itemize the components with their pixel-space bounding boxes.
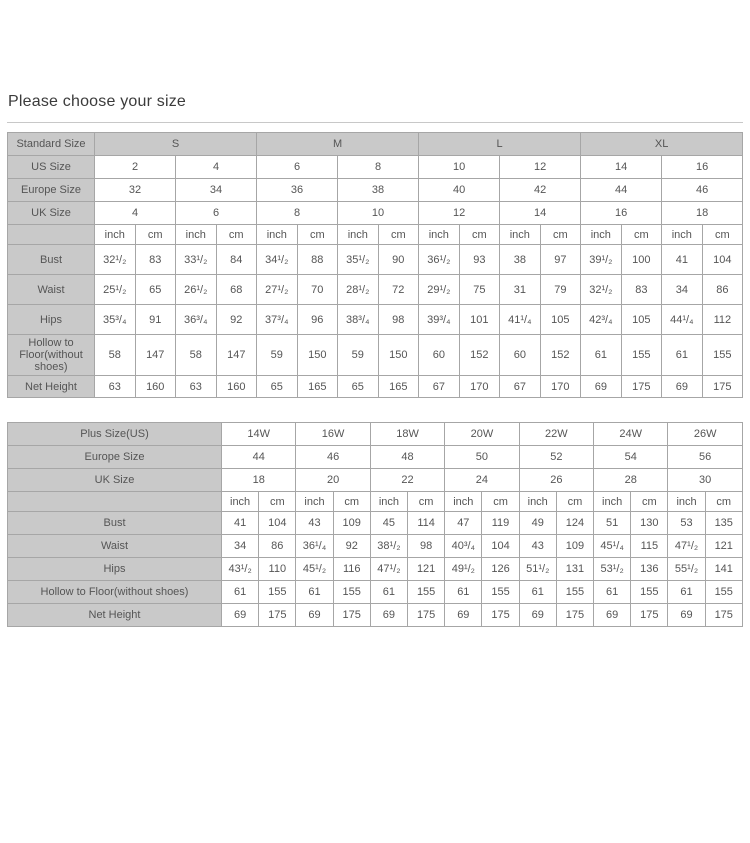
data-cell: 34 (662, 275, 703, 305)
data-cell: 61 (668, 581, 705, 604)
data-cell: 28 (594, 469, 668, 492)
data-cell: 25¹/₂ (95, 275, 136, 305)
data-cell: 6 (176, 202, 257, 225)
data-cell: 96 (297, 305, 338, 335)
row-label-cell: Hips (8, 305, 95, 335)
data-cell: 69 (581, 376, 622, 398)
data-cell: 126 (482, 558, 519, 581)
data-cell: 155 (705, 581, 742, 604)
data-cell: 38³/₄ (338, 305, 379, 335)
data-cell: cm (621, 225, 662, 245)
data-cell: 16 (581, 202, 662, 225)
data-cell: 121 (408, 558, 445, 581)
data-cell: 63 (176, 376, 217, 398)
data-cell: 109 (556, 535, 593, 558)
data-cell: 34 (176, 179, 257, 202)
data-cell: 38¹/₂ (370, 535, 407, 558)
data-cell: 61 (662, 335, 703, 376)
data-cell: cm (378, 225, 419, 245)
page-title: Please choose your size (8, 93, 187, 110)
data-cell: 170 (540, 376, 581, 398)
data-cell: 175 (702, 376, 743, 398)
row-label-cell (8, 225, 95, 245)
data-cell: 40³/₄ (445, 535, 482, 558)
size-chart-page (0, 93, 750, 627)
data-cell: 56 (668, 446, 742, 469)
data-cell: 42³/₄ (581, 305, 622, 335)
data-cell: 147 (216, 335, 257, 376)
data-cell: inch (95, 225, 136, 245)
data-cell: 26 (519, 469, 593, 492)
data-cell: 101 (459, 305, 500, 335)
data-cell: 150 (378, 335, 419, 376)
data-cell: 155 (408, 581, 445, 604)
data-cell: 65 (135, 275, 176, 305)
data-cell: 121 (705, 535, 742, 558)
data-cell: 41¹/₄ (500, 305, 541, 335)
data-cell: 67 (419, 376, 460, 398)
data-cell: 63 (95, 376, 136, 398)
data-cell: 49¹/₂ (445, 558, 482, 581)
data-cell: 86 (259, 535, 296, 558)
data-cell: 90 (378, 245, 419, 275)
data-cell: 45¹/₂ (296, 558, 333, 581)
data-cell: 92 (216, 305, 257, 335)
data-cell: 10 (338, 202, 419, 225)
data-cell: 33¹/₂ (176, 245, 217, 275)
data-cell: 14 (500, 202, 581, 225)
data-cell: cm (333, 492, 370, 512)
data-cell: 105 (540, 305, 581, 335)
divider (7, 122, 743, 123)
data-cell: cm (408, 492, 445, 512)
data-cell: cm (459, 225, 500, 245)
data-cell: 88 (297, 245, 338, 275)
row-label-cell: Net Height (8, 376, 95, 398)
data-cell: 44 (581, 179, 662, 202)
data-cell: 75 (459, 275, 500, 305)
data-cell: 12 (419, 202, 500, 225)
row-label-cell: Waist (8, 535, 222, 558)
data-cell: inch (581, 225, 622, 245)
plus-size-table (7, 422, 743, 627)
data-cell: 49 (519, 512, 556, 535)
data-cell: 110 (259, 558, 296, 581)
data-cell: 100 (621, 245, 662, 275)
data-cell: 16W (296, 423, 370, 446)
data-cell: 44¹/₄ (662, 305, 703, 335)
data-cell: cm (216, 225, 257, 245)
column-header-cell: S (95, 133, 257, 156)
data-cell: 48 (370, 446, 444, 469)
data-cell: 69 (222, 604, 259, 627)
column-header-cell: XL (581, 133, 743, 156)
data-cell: 155 (702, 335, 743, 376)
data-cell: inch (445, 492, 482, 512)
row-label-cell: Hollow to Floor(without shoes) (8, 335, 95, 376)
data-cell: 150 (297, 335, 338, 376)
data-cell: 65 (257, 376, 298, 398)
data-cell: 47 (445, 512, 482, 535)
data-cell: cm (482, 492, 519, 512)
data-cell: 61 (296, 581, 333, 604)
row-label-cell: Hollow to Floor(without shoes) (8, 581, 222, 604)
data-cell: 60 (419, 335, 460, 376)
data-cell: 175 (705, 604, 742, 627)
row-label-cell: Waist (8, 275, 95, 305)
data-cell: 22W (519, 423, 593, 446)
data-cell: inch (296, 492, 333, 512)
data-cell: 61 (370, 581, 407, 604)
row-label-cell: Bust (8, 245, 95, 275)
data-cell: 70 (297, 275, 338, 305)
data-cell: 53¹/₂ (594, 558, 631, 581)
data-cell: 175 (621, 376, 662, 398)
data-cell: 83 (621, 275, 662, 305)
data-cell: 175 (556, 604, 593, 627)
data-cell: 6 (257, 156, 338, 179)
data-cell: 18W (370, 423, 444, 446)
data-cell: 84 (216, 245, 257, 275)
data-cell: 119 (482, 512, 519, 535)
data-cell: cm (135, 225, 176, 245)
data-cell: 26W (668, 423, 742, 446)
data-cell: 69 (445, 604, 482, 627)
data-cell: 69 (296, 604, 333, 627)
data-cell: 69 (370, 604, 407, 627)
data-cell: 54 (594, 446, 668, 469)
data-cell: 43¹/₂ (222, 558, 259, 581)
data-cell: inch (370, 492, 407, 512)
data-cell: 175 (482, 604, 519, 627)
data-cell: inch (176, 225, 217, 245)
data-cell: 130 (631, 512, 668, 535)
data-cell: 38 (338, 179, 419, 202)
data-cell: 165 (297, 376, 338, 398)
data-cell: 34 (222, 535, 259, 558)
standard-size-table (7, 132, 743, 398)
data-cell: 36³/₄ (176, 305, 217, 335)
data-cell: cm (540, 225, 581, 245)
data-cell: 26¹/₂ (176, 275, 217, 305)
data-cell: 59 (257, 335, 298, 376)
row-label-cell: UK Size (8, 469, 222, 492)
data-cell: 44 (222, 446, 296, 469)
row-label-cell: Hips (8, 558, 222, 581)
data-cell: 109 (333, 512, 370, 535)
data-cell: 79 (540, 275, 581, 305)
data-cell: 155 (556, 581, 593, 604)
data-cell: 14W (222, 423, 296, 446)
data-cell: cm (702, 225, 743, 245)
data-cell: 46 (296, 446, 370, 469)
data-cell: 27¹/₂ (257, 275, 298, 305)
data-cell: 67 (500, 376, 541, 398)
data-cell: cm (631, 492, 668, 512)
data-cell: 24W (594, 423, 668, 446)
row-label-cell: Europe Size (8, 446, 222, 469)
data-cell: 51¹/₂ (519, 558, 556, 581)
data-cell: 86 (702, 275, 743, 305)
data-cell: 175 (333, 604, 370, 627)
data-cell: 32 (95, 179, 176, 202)
data-cell: 58 (176, 335, 217, 376)
column-header-cell: M (257, 133, 419, 156)
data-cell: 98 (378, 305, 419, 335)
data-cell: 39³/₄ (419, 305, 460, 335)
data-cell: 114 (408, 512, 445, 535)
data-cell: 24 (445, 469, 519, 492)
data-cell: 36 (257, 179, 338, 202)
data-cell: 61 (594, 581, 631, 604)
data-cell: cm (259, 492, 296, 512)
row-label-cell: UK Size (8, 202, 95, 225)
data-cell: 92 (333, 535, 370, 558)
data-cell: 4 (176, 156, 257, 179)
data-cell: 32¹/₂ (581, 275, 622, 305)
row-label-cell: US Size (8, 156, 95, 179)
data-cell: 43 (519, 535, 556, 558)
data-cell: 147 (135, 335, 176, 376)
data-cell: 38 (500, 245, 541, 275)
row-label-cell: Bust (8, 512, 222, 535)
data-cell: 136 (631, 558, 668, 581)
data-cell: 112 (702, 305, 743, 335)
data-cell: 116 (333, 558, 370, 581)
data-cell: 175 (408, 604, 445, 627)
data-cell: 2 (95, 156, 176, 179)
data-cell: 41 (662, 245, 703, 275)
data-cell: 98 (408, 535, 445, 558)
data-cell: 69 (519, 604, 556, 627)
data-cell: cm (556, 492, 593, 512)
data-cell: 43 (296, 512, 333, 535)
data-cell: 35¹/₂ (338, 245, 379, 275)
data-cell: 34¹/₂ (257, 245, 298, 275)
data-cell: inch (662, 225, 703, 245)
data-cell: 152 (540, 335, 581, 376)
data-cell: 45¹/₄ (594, 535, 631, 558)
data-cell: 10 (419, 156, 500, 179)
data-cell: 155 (621, 335, 662, 376)
data-cell: 30 (668, 469, 742, 492)
column-header-cell: L (419, 133, 581, 156)
data-cell: 124 (556, 512, 593, 535)
data-cell: 16 (662, 156, 743, 179)
data-cell: 14 (581, 156, 662, 179)
data-cell: 61 (581, 335, 622, 376)
data-cell: 135 (705, 512, 742, 535)
data-cell: 104 (259, 512, 296, 535)
data-cell: 35³/₄ (95, 305, 136, 335)
data-cell: 36¹/₄ (296, 535, 333, 558)
data-cell: 32¹/₂ (95, 245, 136, 275)
data-cell: 47¹/₂ (370, 558, 407, 581)
data-cell: inch (500, 225, 541, 245)
data-cell: 36¹/₂ (419, 245, 460, 275)
data-cell: 8 (338, 156, 419, 179)
data-cell: 51 (594, 512, 631, 535)
data-cell: 28¹/₂ (338, 275, 379, 305)
row-label-cell: Europe Size (8, 179, 95, 202)
data-cell: 39¹/₂ (581, 245, 622, 275)
data-cell: 91 (135, 305, 176, 335)
data-cell: 22 (370, 469, 444, 492)
data-cell: 83 (135, 245, 176, 275)
data-cell: 55¹/₂ (668, 558, 705, 581)
data-cell: cm (297, 225, 338, 245)
data-cell: 46 (662, 179, 743, 202)
data-cell: 12 (500, 156, 581, 179)
data-cell: 155 (631, 581, 668, 604)
data-cell: 105 (621, 305, 662, 335)
data-cell: 47¹/₂ (668, 535, 705, 558)
data-cell: 59 (338, 335, 379, 376)
data-cell: 61 (519, 581, 556, 604)
data-cell: inch (419, 225, 460, 245)
data-cell: 53 (668, 512, 705, 535)
data-cell: 72 (378, 275, 419, 305)
data-cell: 20 (296, 469, 370, 492)
data-cell: 60 (500, 335, 541, 376)
data-cell: 69 (662, 376, 703, 398)
data-cell: 45 (370, 512, 407, 535)
data-cell: inch (257, 225, 298, 245)
data-cell: 68 (216, 275, 257, 305)
data-cell: 175 (259, 604, 296, 627)
data-cell: inch (519, 492, 556, 512)
data-cell: 155 (482, 581, 519, 604)
data-cell: 160 (135, 376, 176, 398)
data-cell: 58 (95, 335, 136, 376)
data-cell: 37³/₄ (257, 305, 298, 335)
data-cell: 69 (668, 604, 705, 627)
data-cell: 20W (445, 423, 519, 446)
data-cell: 61 (222, 581, 259, 604)
data-cell: 175 (631, 604, 668, 627)
data-cell: inch (222, 492, 259, 512)
data-cell: 141 (705, 558, 742, 581)
data-cell: 170 (459, 376, 500, 398)
data-cell: 131 (556, 558, 593, 581)
data-cell: 69 (594, 604, 631, 627)
data-cell: 160 (216, 376, 257, 398)
data-cell: 41 (222, 512, 259, 535)
row-label-cell (8, 492, 222, 512)
data-cell: 104 (702, 245, 743, 275)
data-cell: 115 (631, 535, 668, 558)
data-cell: 31 (500, 275, 541, 305)
data-cell: 155 (333, 581, 370, 604)
row-label-cell: Net Height (8, 604, 222, 627)
data-cell: cm (705, 492, 742, 512)
data-cell: 50 (445, 446, 519, 469)
row-label-cell: Plus Size(US) (8, 423, 222, 446)
data-cell: inch (594, 492, 631, 512)
data-cell: 155 (259, 581, 296, 604)
row-label-cell: Standard Size (8, 133, 95, 156)
data-cell: 42 (500, 179, 581, 202)
data-cell: inch (668, 492, 705, 512)
data-cell: 61 (445, 581, 482, 604)
data-cell: 40 (419, 179, 500, 202)
data-cell: 65 (338, 376, 379, 398)
data-cell: 97 (540, 245, 581, 275)
data-cell: 4 (95, 202, 176, 225)
data-cell: 104 (482, 535, 519, 558)
data-cell: 18 (222, 469, 296, 492)
data-cell: 52 (519, 446, 593, 469)
data-cell: 18 (662, 202, 743, 225)
data-cell: 165 (378, 376, 419, 398)
data-cell: 8 (257, 202, 338, 225)
data-cell: inch (338, 225, 379, 245)
data-cell: 29¹/₂ (419, 275, 460, 305)
data-cell: 152 (459, 335, 500, 376)
data-cell: 93 (459, 245, 500, 275)
